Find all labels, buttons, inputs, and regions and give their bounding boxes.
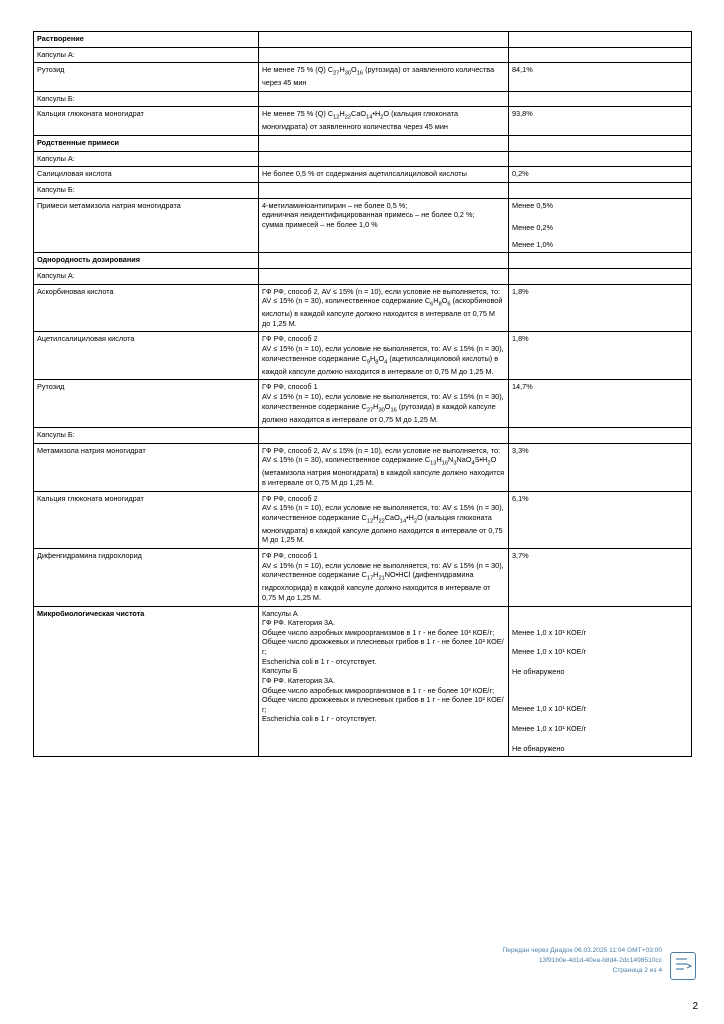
criteria-line: Капсулы А xyxy=(262,608,298,618)
result-line: Менее 0,5% xyxy=(512,200,554,210)
row-criteria xyxy=(259,151,509,167)
table-row xyxy=(34,182,692,198)
row-result xyxy=(509,91,692,107)
row-criteria: Не менее 75 % (Q) $C_{12}H_{22}CaO_{14}•H_2O$ (кальция глюконата моногидрата) от заявленного количества через 45 мин xyxy=(259,107,509,136)
criteria-line: ГФ РФ. Категория 3А. xyxy=(262,675,336,685)
row-result: 1,8% xyxy=(509,284,692,332)
result-line: Менее 1,0 х 10¹ КОЕ/г xyxy=(512,647,587,657)
row-result: 93,8% xyxy=(509,107,692,136)
row-criteria xyxy=(259,182,509,198)
criteria-line: Escherichia coli в 1 г - отсутствует. xyxy=(262,714,377,724)
row-result: 1,8% xyxy=(509,332,692,380)
table-row xyxy=(34,428,692,444)
criteria-line: сумма примесей – не более 1,0 % xyxy=(262,219,378,229)
row-result xyxy=(509,269,692,285)
row-criteria xyxy=(259,136,509,152)
row-criteria xyxy=(259,253,509,269)
row-name-capsules-a: Капсулы А: xyxy=(34,47,259,63)
row-criteria: ГФ РФ, способ 2 AV ≤ 15% (n = 10), если условие не выполняется, то: AV ≤ 15% (n = 30), количественное содержание $C_{12}H_{22}CaO_{14}•H_2O$ (кальция глюконата моногидрата) в каждой капсуле должно находится в интервале от 0,75 М до 1,25 М. xyxy=(259,491,509,548)
row-criteria xyxy=(259,91,509,107)
specification-table xyxy=(33,31,692,757)
row-name-rutoside: Рутозид xyxy=(34,63,259,92)
criteria-line: Общее число аэробных микроорганизмов в 1 г - не более 10³ КОЕ/г; xyxy=(262,685,495,695)
table-row xyxy=(34,380,692,428)
row-result: 3,7% xyxy=(509,549,692,606)
row-criteria: Не менее 75 % (Q) $C_{27}H_{30}O_{16}$ (рутозида) от заявленного количества через 45 мин xyxy=(259,63,509,92)
row-name-salicylic-acid: Салициловая кислота xyxy=(34,167,259,183)
table-row xyxy=(34,332,692,380)
diadoc-stamp-icon xyxy=(670,952,696,980)
row-result xyxy=(509,182,692,198)
row-result xyxy=(509,428,692,444)
row-criteria xyxy=(259,198,509,253)
result-line: Не обнаружено xyxy=(512,743,565,753)
table-row xyxy=(34,284,692,332)
criteria-line: единичная неидентифицированная примесь – не более 0,2 %; xyxy=(262,210,475,220)
footer-doc-id: 13f91b0e-4d1d-40ea-b8d4-2dc1498510cc xyxy=(538,957,662,965)
row-name-related-impurities: Родственные примеси xyxy=(34,136,259,152)
row-result xyxy=(509,151,692,167)
row-name-calcium-gluconate: Кальция глюконата моногидрат xyxy=(34,107,259,136)
criteria-line: Общее число аэробных микроорганизмов в 1 г - не более 10³ КОЕ/г; xyxy=(262,627,495,637)
row-result xyxy=(509,253,692,269)
table-row xyxy=(34,63,692,92)
row-result: 0,2% xyxy=(509,167,692,183)
table-row xyxy=(34,151,692,167)
result-line: Менее 0,2% xyxy=(512,223,554,233)
footer-transferred: Передан через Диадок 06.03.2025 11:04 GMT+03:00 xyxy=(502,947,662,955)
table-row xyxy=(34,91,692,107)
row-criteria xyxy=(259,32,509,48)
table-row xyxy=(34,549,692,606)
table-row xyxy=(34,136,692,152)
row-criteria: ГФ РФ, способ 1 AV ≤ 15% (n = 10), если условие не выполняется, то: AV ≤ 15% (n = 30), количественное содержание $C_{27}H_{30}O_{16}$ (рутозида) в каждой капсуле должно находится в интервале от 0,75 М до 1,25 М. xyxy=(259,380,509,428)
row-name-acetylsalicylic-acid: Ацетилсалициловая кислота xyxy=(34,332,259,380)
row-criteria: ГФ РФ, способ 2, AV ≤ 15% (n = 10), если условие не выполняется, то: AV ≤ 15% (n = 30), количественное содержание $C_{13}H_{16}N_3NaO_4S•H_2O$ (метамизола натрия моногидрата) в каждой капсуле должно находится в интервале от 0,75 М до 1,25 М. xyxy=(259,443,509,491)
row-result: 6,1% xyxy=(509,491,692,548)
table-row xyxy=(34,32,692,48)
result-line: Не обнаружено xyxy=(512,666,565,676)
footer-page-of: Страница 2 из 4 xyxy=(612,967,662,975)
row-result xyxy=(509,47,692,63)
table-row xyxy=(34,198,692,253)
row-name-calcium-gluconate: Кальция глюконата моногидрат xyxy=(34,491,259,548)
row-name-ascorbic-acid: Аскорбиновая кислота xyxy=(34,284,259,332)
table-row xyxy=(34,47,692,63)
criteria-line: Капсулы Б xyxy=(262,666,298,676)
table-row xyxy=(34,167,692,183)
criteria-line: Escherichia coli в 1 г - отсутствует. xyxy=(262,656,377,666)
row-result: 84,1% xyxy=(509,63,692,92)
row-criteria xyxy=(259,47,509,63)
diadoc-footer xyxy=(503,946,662,976)
row-criteria: ГФ РФ, способ 2 AV ≤ 15% (n = 10), если условие не выполняется, то: AV ≤ 15% (n = 30), количественное содержание $C_9H_8O_4$ (ацетилсалициловой кислоты) в каждой капсуле должно находится в интервале от 0,75 М до 1,25 М. xyxy=(259,332,509,380)
table-row xyxy=(34,107,692,136)
result-line: Менее 1,0 х 10¹ КОЕ/г xyxy=(512,724,587,733)
row-criteria: ГФ РФ, способ 1 AV ≤ 15% (n = 10), если условие не выполняется, то: AV ≤ 15% (n = 30), количественное содержание $C_{17}H_{21}NO•HCl$ (дифенгидрамина гидрохлорида) в каждой капсуле должно находится в интервале от 0,75 М до 1,25 М. xyxy=(259,549,509,606)
row-result xyxy=(509,32,692,48)
row-name-capsules-b: Капсулы Б: xyxy=(34,91,259,107)
row-result xyxy=(509,198,692,253)
result-line: Менее 1,0 х 10¹ КОЕ/г xyxy=(512,704,587,714)
table-row xyxy=(34,491,692,548)
result-line: Менее 1,0 х 10¹ КОЕ/г xyxy=(512,627,587,637)
row-name-metamizole-impurities: Примеси метамизола натрия моногидрата xyxy=(34,198,259,253)
table-row xyxy=(34,606,692,757)
table-row xyxy=(34,443,692,491)
row-name-diphenhydramine: Дифенгидрамина гидрохлорид xyxy=(34,549,259,606)
row-criteria xyxy=(259,428,509,444)
criteria-line: Общее число дрожжевых и плесневых грибов в 1 г - не более 10² КОЕ/г; xyxy=(262,637,504,656)
row-name-capsules-a: Капсулы А: xyxy=(34,269,259,285)
criteria-line: Общее число дрожжевых и плесневых грибов в 1 г - не более 10² КОЕ/г; xyxy=(262,695,504,714)
row-name-capsules-a: Капсулы А: xyxy=(34,151,259,167)
page-number: 2 xyxy=(692,1001,698,1012)
row-result: 3,3% xyxy=(509,443,692,491)
row-name-capsules-b: Капсулы Б: xyxy=(34,428,259,444)
row-name-dosage-uniformity: Однородность дозирования xyxy=(34,253,259,269)
result-line: Менее 1,0% xyxy=(512,239,554,249)
row-result xyxy=(509,136,692,152)
table-row xyxy=(34,269,692,285)
row-name-rutoside: Рутозид xyxy=(34,380,259,428)
criteria-line: ГФ РФ. Категория 3А. xyxy=(262,618,336,628)
row-name-capsules-b: Капсулы Б: xyxy=(34,182,259,198)
table-row xyxy=(34,253,692,269)
row-result: 14,7% xyxy=(509,380,692,428)
row-criteria xyxy=(259,269,509,285)
criteria-line: 4-метиламиноантипирин – не более 0,5 %; xyxy=(262,200,408,210)
row-result xyxy=(509,606,692,757)
row-name-dissolution: Растворение xyxy=(34,32,259,48)
row-criteria xyxy=(259,606,509,757)
row-name-microbiological-purity: Микробиологическая чистота xyxy=(34,606,259,757)
row-criteria: ГФ РФ, способ 2, AV ≤ 15% (n = 10), если условие не выполняется, то: AV ≤ 15% (n = 30), количественное содержание $C_6H_8O_6$ (аскорбиновой кислоты) в каждой капсуле должно находится в интервале от 0,75 М до 1,25 М. xyxy=(259,284,509,332)
row-name-metamizole-sodium: Метамизола натрия моногидрат xyxy=(34,443,259,491)
row-criteria: Не более 0,5 % от содержания ацетилсалициловой кислоты xyxy=(259,167,509,183)
